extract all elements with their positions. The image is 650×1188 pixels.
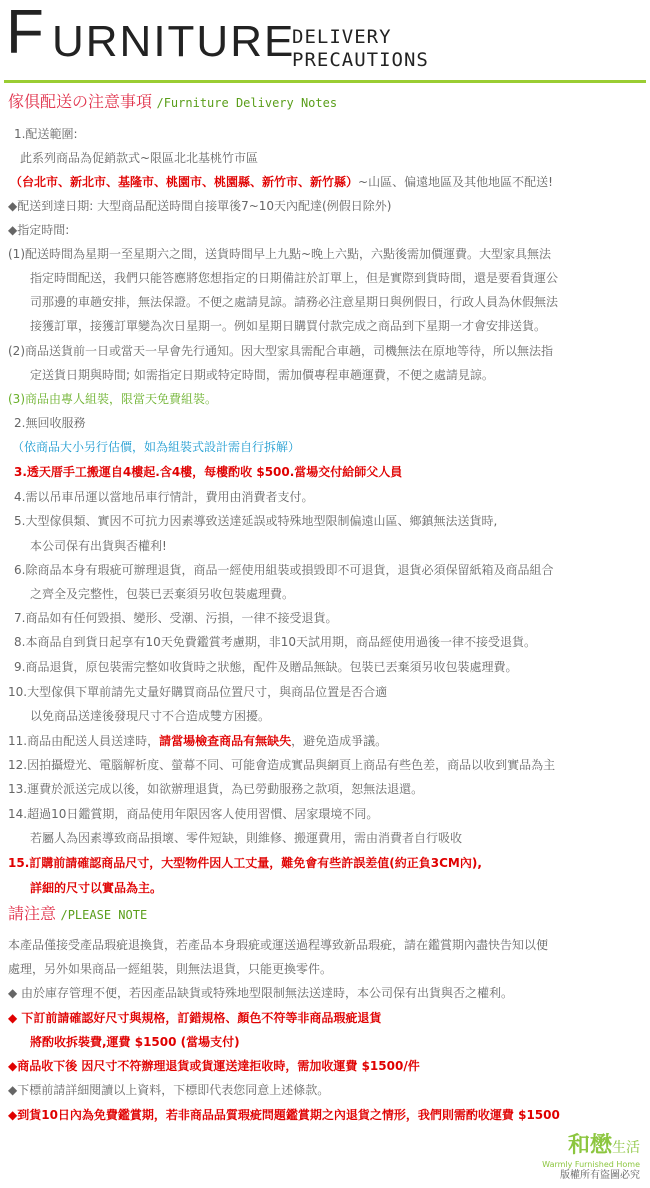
note-line: 13.運費於派送完成以後，如欲辦理退貨，為已勞動服務之款項，恕無法退還。 xyxy=(8,782,424,796)
note-line: 司那邊的車趟安排，無法保證。不便之處請見諒。請務必注意星期日與例假日，行政人員為休假無法 xyxy=(30,295,559,309)
note-line: 若屬人為因素導致商品損壞、零件短缺，則維修、搬運費用，需由消費者自行吸收 xyxy=(30,831,463,845)
note-line: ◆ 下訂前請確認好尺寸與規格，訂錯規格、顏色不符等非商品瑕疵退貨 xyxy=(8,1011,382,1025)
note-line: (1)配送時間為星期一至星期六之間，送貨時間早上九點~晚上六點，六點後需加價運費。大型家具無法 xyxy=(8,247,552,261)
excluded-areas: ~山區、偏遠地區及其他地區不配送! xyxy=(358,175,553,189)
note-line xyxy=(10,174,553,190)
note-line: 此系列商品為促銷款式~限區北北基桃竹市區 xyxy=(20,151,259,165)
note-line: 15.訂購前請確認商品尺寸，大型物件因人工丈量，難免會有些許誤差值(約正負3CM內), xyxy=(8,856,482,870)
note-line: 6.除商品本身有瑕疵可辦理退貨，商品一經使用組裝或損毀即不可退貨，退貨必須保留紙箱及商品組合 xyxy=(14,563,554,577)
logo-main-text: 和懋 xyxy=(567,1133,612,1158)
note-line: (3)商品由專人組裝，限當天免費組裝。 xyxy=(8,392,217,406)
note-line: 5.大型傢俱類、實因不可抗力因素導致送達延誤或特殊地型限制偏遠山區、鄉鎮無法送貨時, xyxy=(14,514,498,528)
subtitle-precautions: PRECAUTIONS xyxy=(292,49,429,71)
section-title-please-note xyxy=(8,904,147,925)
note-line: （依商品大小另行估價，如為組裝式設計需自行拆解） xyxy=(12,440,301,454)
note-line: 12.因拍攝燈光、電腦解析度、螢幕不同、可能會造成實品與網頁上商品有些色差，商品以收到實品為主 xyxy=(8,758,556,772)
note-line: 定送貨日期與時間; 如需指定日期或特定時間，需加價專程車趟運費，不便之處請見諒。 xyxy=(30,368,494,382)
note-line: 本公司保有出貨與否權利! xyxy=(30,539,167,553)
note-line: 處理，另外如果商品一經組裝，則無法退貨，只能更換零件。 xyxy=(8,962,333,976)
subtitle-delivery: DELIVERY xyxy=(292,26,392,48)
note-line: 4.需以吊車吊運以當地吊車行情計，費用由消費者支付。 xyxy=(14,490,314,504)
section-title-cjk: 請注意 xyxy=(8,904,57,923)
note-line: 之齊全及完整性，包裝已丟棄須另收包裝處理費。 xyxy=(30,587,295,601)
note-line: ◆到貨10日內為免費鑑賞期，若非商品品質瑕疵問題鑑賞期之內退貨之情形，我們則需酌收運費 $1500 xyxy=(8,1108,560,1122)
brand-logo xyxy=(540,1134,640,1182)
note-line: 將酌收拆裝費,運費 $1500 (當場支付) xyxy=(30,1035,240,1049)
note-line: 本產品僅接受產品瑕疵退換貨，若產品本身瑕疵或運送過程導致新品瑕疵，請在鑑賞期內盡快告知以便 xyxy=(8,938,549,952)
section-title-delivery-notes xyxy=(8,92,337,113)
page-header xyxy=(0,0,650,80)
note-line xyxy=(8,733,387,749)
section-title-en: /PLEASE NOTE xyxy=(60,908,148,922)
note-line: 2.無回收服務 xyxy=(14,416,86,430)
note-line: 9.商品退貨，原包裝需完整如收貨時之狀態，配件及贈品無缺。包裝已丟棄須另收包裝處理費。 xyxy=(14,660,518,674)
note-line: 7.商品如有任何毀損、變形、受潮、污損，一律不接受退貨。 xyxy=(14,611,338,625)
note-line: 指定時間配送，我們只能答應將您想指定的日期備註於訂單上，但是實際到貨時間，還是要看貨運公 xyxy=(30,271,559,285)
title-rest: URNITURE xyxy=(52,17,296,66)
note-line: ◆ 由於庫存管理不便，若因產品缺貨或特殊地型限制無法送達時，本公司保有出貨與否之權利。 xyxy=(8,986,514,1000)
note-suffix: ，避免造成爭議。 xyxy=(291,734,388,748)
note-line: 10.大型傢俱下單前請先丈量好購買商品位置尺寸，與商品位置是否合適 xyxy=(8,685,388,699)
note-line: ◆指定時間: xyxy=(8,223,70,237)
delivery-areas: （台北市、新北市、基隆市、桃園市、桃園縣、新竹市、新竹縣） xyxy=(10,175,359,189)
logo-wordmark xyxy=(540,1134,640,1160)
note-line: 接獲訂單，接獲訂單變為次日星期一。例如星期日購買付款完成之商品到下星期一才會安排送貨。 xyxy=(30,319,547,333)
note-line: (2)商品送貨前一日或當天一早會先行通知。因大型家具需配合車趟，司機無法在原地等待，所以無法指 xyxy=(8,344,554,358)
note-line: ◆配送到達日期: 大型商品配送時間自接單後7~10天內配達(例假日除外) xyxy=(8,199,392,213)
note-line: 14.超過10日鑑賞期，商品使用年限因客人使用習慣、居家環境不同。 xyxy=(8,807,379,821)
note-prefix: 11.商品由配送人員送達時， xyxy=(8,734,160,748)
note-line: 1.配送範圍: xyxy=(14,127,78,141)
title-initial: F xyxy=(6,0,44,67)
section-title-cjk: 傢俱配送の注意事項 xyxy=(8,92,153,111)
copyright-notice: 版權所有盜圖必究 xyxy=(560,1170,640,1181)
note-line: 詳細的尺寸以實品為主。 xyxy=(30,881,163,895)
note-line: 3.透天厝手工搬運自4樓起.含4樓，每樓酌收 $500.當場交付給師父人員 xyxy=(14,465,403,479)
note-line: ◆商品收下後 因尺寸不符辦理退貨或貨運送達拒收時，需加收運費 $1500/件 xyxy=(8,1059,420,1073)
note-line: 8.本商品自到貨日起享有10天免費鑑賞考慮期，非10天試用期，商品經使用過後一律不接受退貨。 xyxy=(14,635,536,649)
note-emphasis: 請當場檢查商品有無缺失 xyxy=(159,734,292,748)
logo-tagline: Warmly Furnished Home xyxy=(542,1160,640,1169)
logo-main-small: 生活 xyxy=(612,1140,640,1156)
section-title-en: /Furniture Delivery Notes xyxy=(156,96,338,110)
note-line: ◆下標前請詳細閱讀以上資料，下標即代表您同意上述條款。 xyxy=(8,1083,330,1097)
header-divider xyxy=(4,80,646,83)
note-line: 以免商品送達後發現尺寸不合造成雙方困擾。 xyxy=(30,709,271,723)
